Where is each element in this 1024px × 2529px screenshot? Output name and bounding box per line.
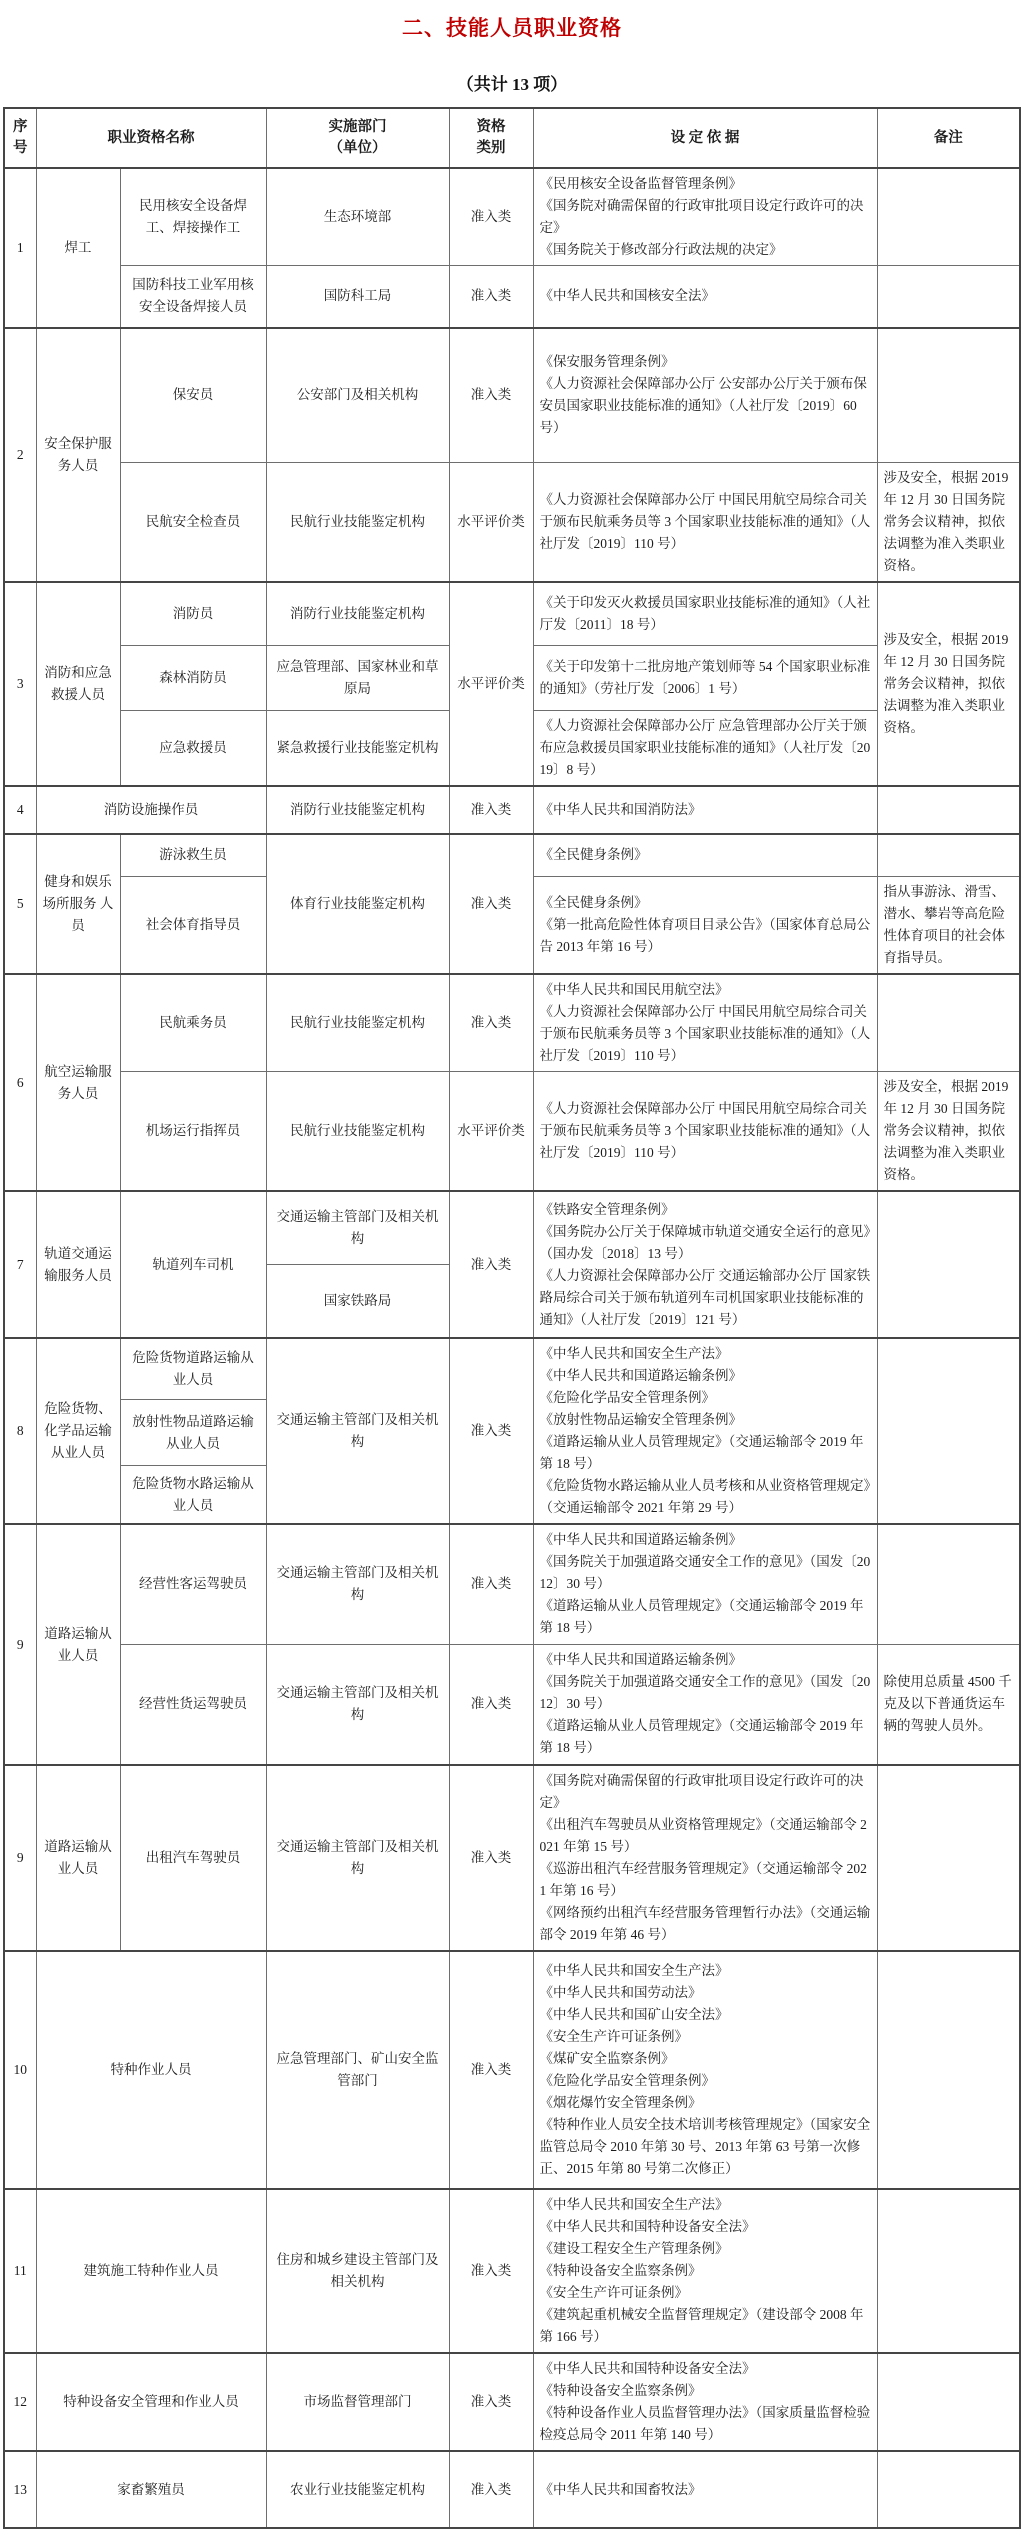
setting-basis-cell: 《中华人民共和国特种设备安全法》 《特种设备安全监察条例》 《特种设备作业人员监督管理办法》（国家质量监督检验检疫总局令 2011 年第 140 号） bbox=[533, 2353, 877, 2451]
table-row bbox=[4, 1072, 1020, 1192]
qualification-name-cell: 消防设施操作员 bbox=[36, 786, 266, 834]
qualification-name-cell: 建筑施工特种作业人员 bbox=[36, 2189, 266, 2353]
setting-basis-cell: 《人力资源社会保障部办公厅 应急管理部办公厅关于颁布应急救援员国家职业技能标准的通知》（人社厅发〔2019〕8 号） bbox=[533, 710, 877, 786]
table-row bbox=[4, 1765, 1020, 1951]
table-row bbox=[4, 1951, 1020, 2189]
remark-cell: 指从事游泳、滑雪、潜水、攀岩等高危险性体育项目的社会体育指导员。 bbox=[877, 877, 1020, 975]
serial-number-cell: 9 bbox=[4, 1524, 36, 1765]
qualification-name-cell: 游泳救生员 bbox=[120, 834, 266, 877]
implementing-department-cell: 住房和城乡建设主管部门及相关机构 bbox=[266, 2189, 449, 2353]
qualification-category-cell: 准入类 bbox=[449, 1765, 533, 1951]
qualification-category-cell: 准入类 bbox=[449, 1338, 533, 1524]
remark-cell bbox=[877, 168, 1020, 266]
remark-cell: 除使用总质量 4500 千克及以下普通货运车辆的驾驶人员外。 bbox=[877, 1644, 1020, 1765]
setting-basis-cell: 《中华人民共和国道路运输条例》 《国务院关于加强道路交通安全工作的意见》（国发〔2012〕30 号） 《道路运输从业人员管理规定》（交通运输部令 2019 年第 18 号） bbox=[533, 1524, 877, 1644]
serial-number-cell: 5 bbox=[4, 834, 36, 975]
serial-number-cell: 9 bbox=[4, 1765, 36, 1951]
qualification-name-cell: 经营性货运驾驶员 bbox=[120, 1644, 266, 1765]
implementing-department-cell: 消防行业技能鉴定机构 bbox=[266, 786, 449, 834]
serial-number-cell: 10 bbox=[4, 1951, 36, 2189]
implementing-department-cell: 国家铁路局 bbox=[266, 1264, 449, 1338]
setting-basis-cell: 《中华人民共和国道路运输条例》 《国务院关于加强道路交通安全工作的意见》（国发〔2012〕30 号） 《道路运输从业人员管理规定》（交通运输部令 2019 年第 18 号） bbox=[533, 1644, 877, 1765]
qualification-category-cell: 准入类 bbox=[449, 786, 533, 834]
page-title: 二、技能人员职业资格 bbox=[402, 16, 622, 40]
serial-number-cell: 8 bbox=[4, 1338, 36, 1524]
qualification-name-cell: 国防科技工业军用核安全设备焊接人员 bbox=[120, 266, 266, 328]
setting-basis-cell: 《中华人民共和国核安全法》 bbox=[533, 266, 877, 328]
setting-basis-cell: 《国务院对确需保留的行政审批项目设定行政许可的决定》 《出租汽车驾驶员从业资格管理规定》（交通运输部令 2021 年第 15 号） 《巡游出租汽车经营服务管理规定》（交通运输部令 2021 年第 16 号） 《网络预约出租汽车经营服务管理暂行办法》（交通运输部令 2019 年第 46 号） bbox=[533, 1765, 877, 1951]
implementing-department-cell: 公安部门及相关机构 bbox=[266, 328, 449, 463]
qualification-name-cell: 放射性物品道路运输从业人员 bbox=[120, 1400, 266, 1466]
occupation-group-cell: 消防和应急救援人员 bbox=[36, 582, 120, 786]
table-row bbox=[4, 834, 1020, 877]
implementing-department-cell: 交通运输主管部门及相关机构 bbox=[266, 1765, 449, 1951]
setting-basis-cell: 《关于印发灭火救援员国家职业技能标准的通知》（人社厅发〔2011〕18 号） bbox=[533, 582, 877, 645]
header-serial-number-cell: 序 号 bbox=[4, 108, 36, 168]
setting-basis-cell: 《中华人民共和国安全生产法》 《中华人民共和国特种设备安全法》 《建设工程安全生产管理条例》 《特种设备安全监察条例》 《安全生产许可证条例》 《建筑起重机械安全监督管理规定》（建设部令 2008 年第 166 号） bbox=[533, 2189, 877, 2353]
remark-cell bbox=[877, 834, 1020, 877]
remark-cell bbox=[877, 1191, 1020, 1338]
header-qualification-category-cell: 资格 类别 bbox=[449, 108, 533, 168]
table-row bbox=[4, 2189, 1020, 2353]
qualification-name-cell: 民用核安全设备焊工、焊接操作工 bbox=[120, 168, 266, 266]
qualification-name-cell: 消防员 bbox=[120, 582, 266, 645]
qualification-category-cell: 准入类 bbox=[449, 974, 533, 1072]
remark-cell bbox=[877, 328, 1020, 463]
table-row bbox=[4, 328, 1020, 463]
table-row bbox=[4, 786, 1020, 834]
implementing-department-cell: 农业行业技能鉴定机构 bbox=[266, 2451, 449, 2528]
qualification-name-cell: 家畜繁殖员 bbox=[36, 2451, 266, 2528]
table-body bbox=[4, 168, 1020, 2528]
serial-number-cell: 7 bbox=[4, 1191, 36, 1338]
implementing-department-cell: 消防行业技能鉴定机构 bbox=[266, 582, 449, 645]
setting-basis-cell: 《保安服务管理条例》 《人力资源社会保障部办公厅 公安部办公厅关于颁布保安员国家职业技能标准的通知》（人社厅发〔2019〕60 号） bbox=[533, 328, 877, 463]
qualification-name-cell: 机场运行指挥员 bbox=[120, 1072, 266, 1192]
setting-basis-cell: 《人力资源社会保障部办公厅 中国民用航空局综合司关于颁布民航乘务员等 3 个国家职业技能标准的通知》（人社厅发〔2019〕110 号） bbox=[533, 1072, 877, 1192]
implementing-department-cell: 民航行业技能鉴定机构 bbox=[266, 974, 449, 1072]
implementing-department-cell: 国防科工局 bbox=[266, 266, 449, 328]
qualification-name-cell: 特种作业人员 bbox=[36, 1951, 266, 2189]
qualification-category-cell: 准入类 bbox=[449, 168, 533, 266]
serial-number-cell: 1 bbox=[4, 168, 36, 328]
setting-basis-cell: 《中华人民共和国安全生产法》 《中华人民共和国劳动法》 《中华人民共和国矿山安全法》 《安全生产许可证条例》 《煤矿安全监察条例》 《危险化学品安全管理条例》 《烟花爆竹安全管理条例》 《特种作业人员安全技术培训考核管理规定》（国家安全监管总局令 2010 年第 30 号、2013 年第 63 号第一次修正、2015 年第 80 号第二次修正） bbox=[533, 1951, 877, 2189]
qualification-category-cell: 准入类 bbox=[449, 266, 533, 328]
table-row bbox=[4, 266, 1020, 328]
table-row bbox=[4, 2353, 1020, 2451]
qualification-category-cell: 准入类 bbox=[449, 2451, 533, 2528]
qualification-category-cell: 准入类 bbox=[449, 1951, 533, 2189]
implementing-department-cell: 紧急救援行业技能鉴定机构 bbox=[266, 710, 449, 786]
setting-basis-cell: 《全民健身条例》 《第一批高危险性体育项目目录公告》（国家体育总局公告 2013 年第 16 号） bbox=[533, 877, 877, 975]
remark-cell: 涉及安全，根据 2019 年 12 月 30 日国务院常务会议精神，拟依法调整为准入类职业资格。 bbox=[877, 463, 1020, 583]
qualification-table bbox=[3, 107, 1021, 2529]
serial-number-cell: 13 bbox=[4, 2451, 36, 2528]
setting-basis-cell: 《人力资源社会保障部办公厅 中国民用航空局综合司关于颁布民航乘务员等 3 个国家职业技能标准的通知》（人社厅发〔2019〕110 号） bbox=[533, 463, 877, 583]
implementing-department-cell: 应急管理部门、矿山安全监管部门 bbox=[266, 1951, 449, 2189]
implementing-department-cell: 市场监督管理部门 bbox=[266, 2353, 449, 2451]
header-remark-cell: 备注 bbox=[877, 108, 1020, 168]
remark-cell bbox=[877, 2353, 1020, 2451]
setting-basis-cell: 《中华人民共和国消防法》 bbox=[533, 786, 877, 834]
serial-number-cell: 2 bbox=[4, 328, 36, 583]
qualification-name-cell: 保安员 bbox=[120, 328, 266, 463]
table-row bbox=[4, 1191, 1020, 1264]
remark-cell bbox=[877, 1951, 1020, 2189]
implementing-department-cell: 交通运输主管部门及相关机构 bbox=[266, 1524, 449, 1644]
implementing-department-cell: 交通运输主管部门及相关机构 bbox=[266, 1191, 449, 1264]
implementing-department-cell: 民航行业技能鉴定机构 bbox=[266, 1072, 449, 1192]
qualification-category-cell: 准入类 bbox=[449, 1524, 533, 1644]
occupation-group-cell: 道路运输从业人员 bbox=[36, 1765, 120, 1951]
serial-number-cell: 3 bbox=[4, 582, 36, 786]
qualification-category-cell: 水平评价类 bbox=[449, 463, 533, 583]
implementing-department-cell: 交通运输主管部门及相关机构 bbox=[266, 1338, 449, 1524]
remark-cell bbox=[877, 1765, 1020, 1951]
table-row bbox=[4, 1644, 1020, 1765]
qualification-name-cell: 经营性客运驾驶员 bbox=[120, 1524, 266, 1644]
occupation-group-cell: 焊工 bbox=[36, 168, 120, 328]
setting-basis-cell: 《关于印发第十二批房地产策划师等 54 个国家职业标准的通知》（劳社厅发〔2006〕1 号） bbox=[533, 645, 877, 710]
remark-cell bbox=[877, 266, 1020, 328]
setting-basis-cell: 《民用核安全设备监督管理条例》 《国务院对确需保留的行政审批项目设定行政许可的决定》 《国务院关于修改部分行政法规的决定》 bbox=[533, 168, 877, 266]
qualification-name-cell: 危险货物道路运输从业人员 bbox=[120, 1338, 266, 1400]
qualification-category-cell: 准入类 bbox=[449, 2189, 533, 2353]
occupation-group-cell: 航空运输服务人员 bbox=[36, 974, 120, 1191]
remark-cell: 涉及安全，根据 2019 年 12 月 30 日国务院常务会议精神，拟依法调整为准入类职业资格。 bbox=[877, 582, 1020, 786]
qualification-category-cell: 准入类 bbox=[449, 1191, 533, 1338]
remark-cell bbox=[877, 2189, 1020, 2353]
qualification-category-cell: 准入类 bbox=[449, 834, 533, 975]
occupation-group-cell: 危险货物、化学品运输从业人员 bbox=[36, 1338, 120, 1524]
serial-number-cell: 11 bbox=[4, 2189, 36, 2353]
table-row bbox=[4, 974, 1020, 1072]
occupation-group-cell: 安全保护服务人员 bbox=[36, 328, 120, 583]
qualification-category-cell: 准入类 bbox=[449, 2353, 533, 2451]
implementing-department-cell: 应急管理部、国家林业和草原局 bbox=[266, 645, 449, 710]
qualification-name-cell: 民航乘务员 bbox=[120, 974, 266, 1072]
serial-number-cell: 12 bbox=[4, 2353, 36, 2451]
table-row bbox=[4, 1524, 1020, 1644]
occupation-group-cell: 轨道交通运输服务人员 bbox=[36, 1191, 120, 1338]
qualification-name-cell: 轨道列车司机 bbox=[120, 1191, 266, 1338]
table-row bbox=[4, 1338, 1020, 1400]
header-implementing-department-cell: 实施部门 （单位） bbox=[266, 108, 449, 168]
occupation-group-cell: 健身和娱乐场所服务 人员 bbox=[36, 834, 120, 975]
qualification-category-cell: 水平评价类 bbox=[449, 1072, 533, 1192]
table-row bbox=[4, 582, 1020, 645]
qualification-name-cell: 特种设备安全管理和作业人员 bbox=[36, 2353, 266, 2451]
page-subtitle: （共计 13 项） bbox=[456, 75, 568, 94]
qualification-name-cell: 社会体育指导员 bbox=[120, 877, 266, 975]
qualification-name-cell: 森林消防员 bbox=[120, 645, 266, 710]
qualification-category-cell: 水平评价类 bbox=[449, 582, 533, 786]
qualification-name-cell: 民航安全检查员 bbox=[120, 463, 266, 583]
occupation-group-cell: 道路运输从业人员 bbox=[36, 1524, 120, 1765]
qualification-category-cell: 准入类 bbox=[449, 1644, 533, 1765]
table-header bbox=[4, 108, 1020, 168]
remark-cell bbox=[877, 2451, 1020, 2528]
remark-cell bbox=[877, 1524, 1020, 1644]
table-row bbox=[4, 463, 1020, 583]
setting-basis-cell: 《中华人民共和国安全生产法》 《中华人民共和国道路运输条例》 《危险化学品安全管理条例》 《放射性物品运输安全管理条例》 《道路运输从业人员管理规定》（交通运输部令 2019 年第 18 号） 《危险货物水路运输从业人员考核和从业资格管理规定》（交通运输部令 2021 年第 29 号） bbox=[533, 1338, 877, 1524]
header-setting-basis-cell: 设 定 依 据 bbox=[533, 108, 877, 168]
qualification-name-cell: 应急救援员 bbox=[120, 710, 266, 786]
remark-cell bbox=[877, 1338, 1020, 1524]
setting-basis-cell: 《全民健身条例》 bbox=[533, 834, 877, 877]
setting-basis-cell: 《中华人民共和国民用航空法》 《人力资源社会保障部办公厅 中国民用航空局综合司关于颁布民航乘务员等 3 个国家职业技能标准的通知》（人社厅发〔2019〕110 号） bbox=[533, 974, 877, 1072]
serial-number-cell: 6 bbox=[4, 974, 36, 1191]
qualification-category-cell: 准入类 bbox=[449, 328, 533, 463]
setting-basis-cell: 《铁路安全管理条例》 《国务院办公厅关于保障城市轨道交通安全运行的意见》（国办发〔2018〕13 号） 《人力资源社会保障部办公厅 交通运输部办公厅 国家铁路局综合司关于颁布轨道列车司机国家职业技能标准的通知》（人社厅发〔2019〕121 号） bbox=[533, 1191, 877, 1338]
qualification-name-cell: 出租汽车驾驶员 bbox=[120, 1765, 266, 1951]
remark-cell: 涉及安全，根据 2019 年 12 月 30 日国务院常务会议精神，拟依法调整为准入类职业资格。 bbox=[877, 1072, 1020, 1192]
qualification-name-cell: 危险货物水路运输从业人员 bbox=[120, 1466, 266, 1524]
implementing-department-cell: 交通运输主管部门及相关机构 bbox=[266, 1644, 449, 1765]
implementing-department-cell: 民航行业技能鉴定机构 bbox=[266, 463, 449, 583]
remark-cell bbox=[877, 974, 1020, 1072]
header-qualification-name-cell: 职业资格名称 bbox=[36, 108, 266, 168]
table-row bbox=[4, 2451, 1020, 2528]
setting-basis-cell: 《中华人民共和国畜牧法》 bbox=[533, 2451, 877, 2528]
table-row bbox=[4, 168, 1020, 266]
implementing-department-cell: 生态环境部 bbox=[266, 168, 449, 266]
remark-cell bbox=[877, 786, 1020, 834]
implementing-department-cell: 体育行业技能鉴定机构 bbox=[266, 834, 449, 975]
serial-number-cell: 4 bbox=[4, 786, 36, 834]
